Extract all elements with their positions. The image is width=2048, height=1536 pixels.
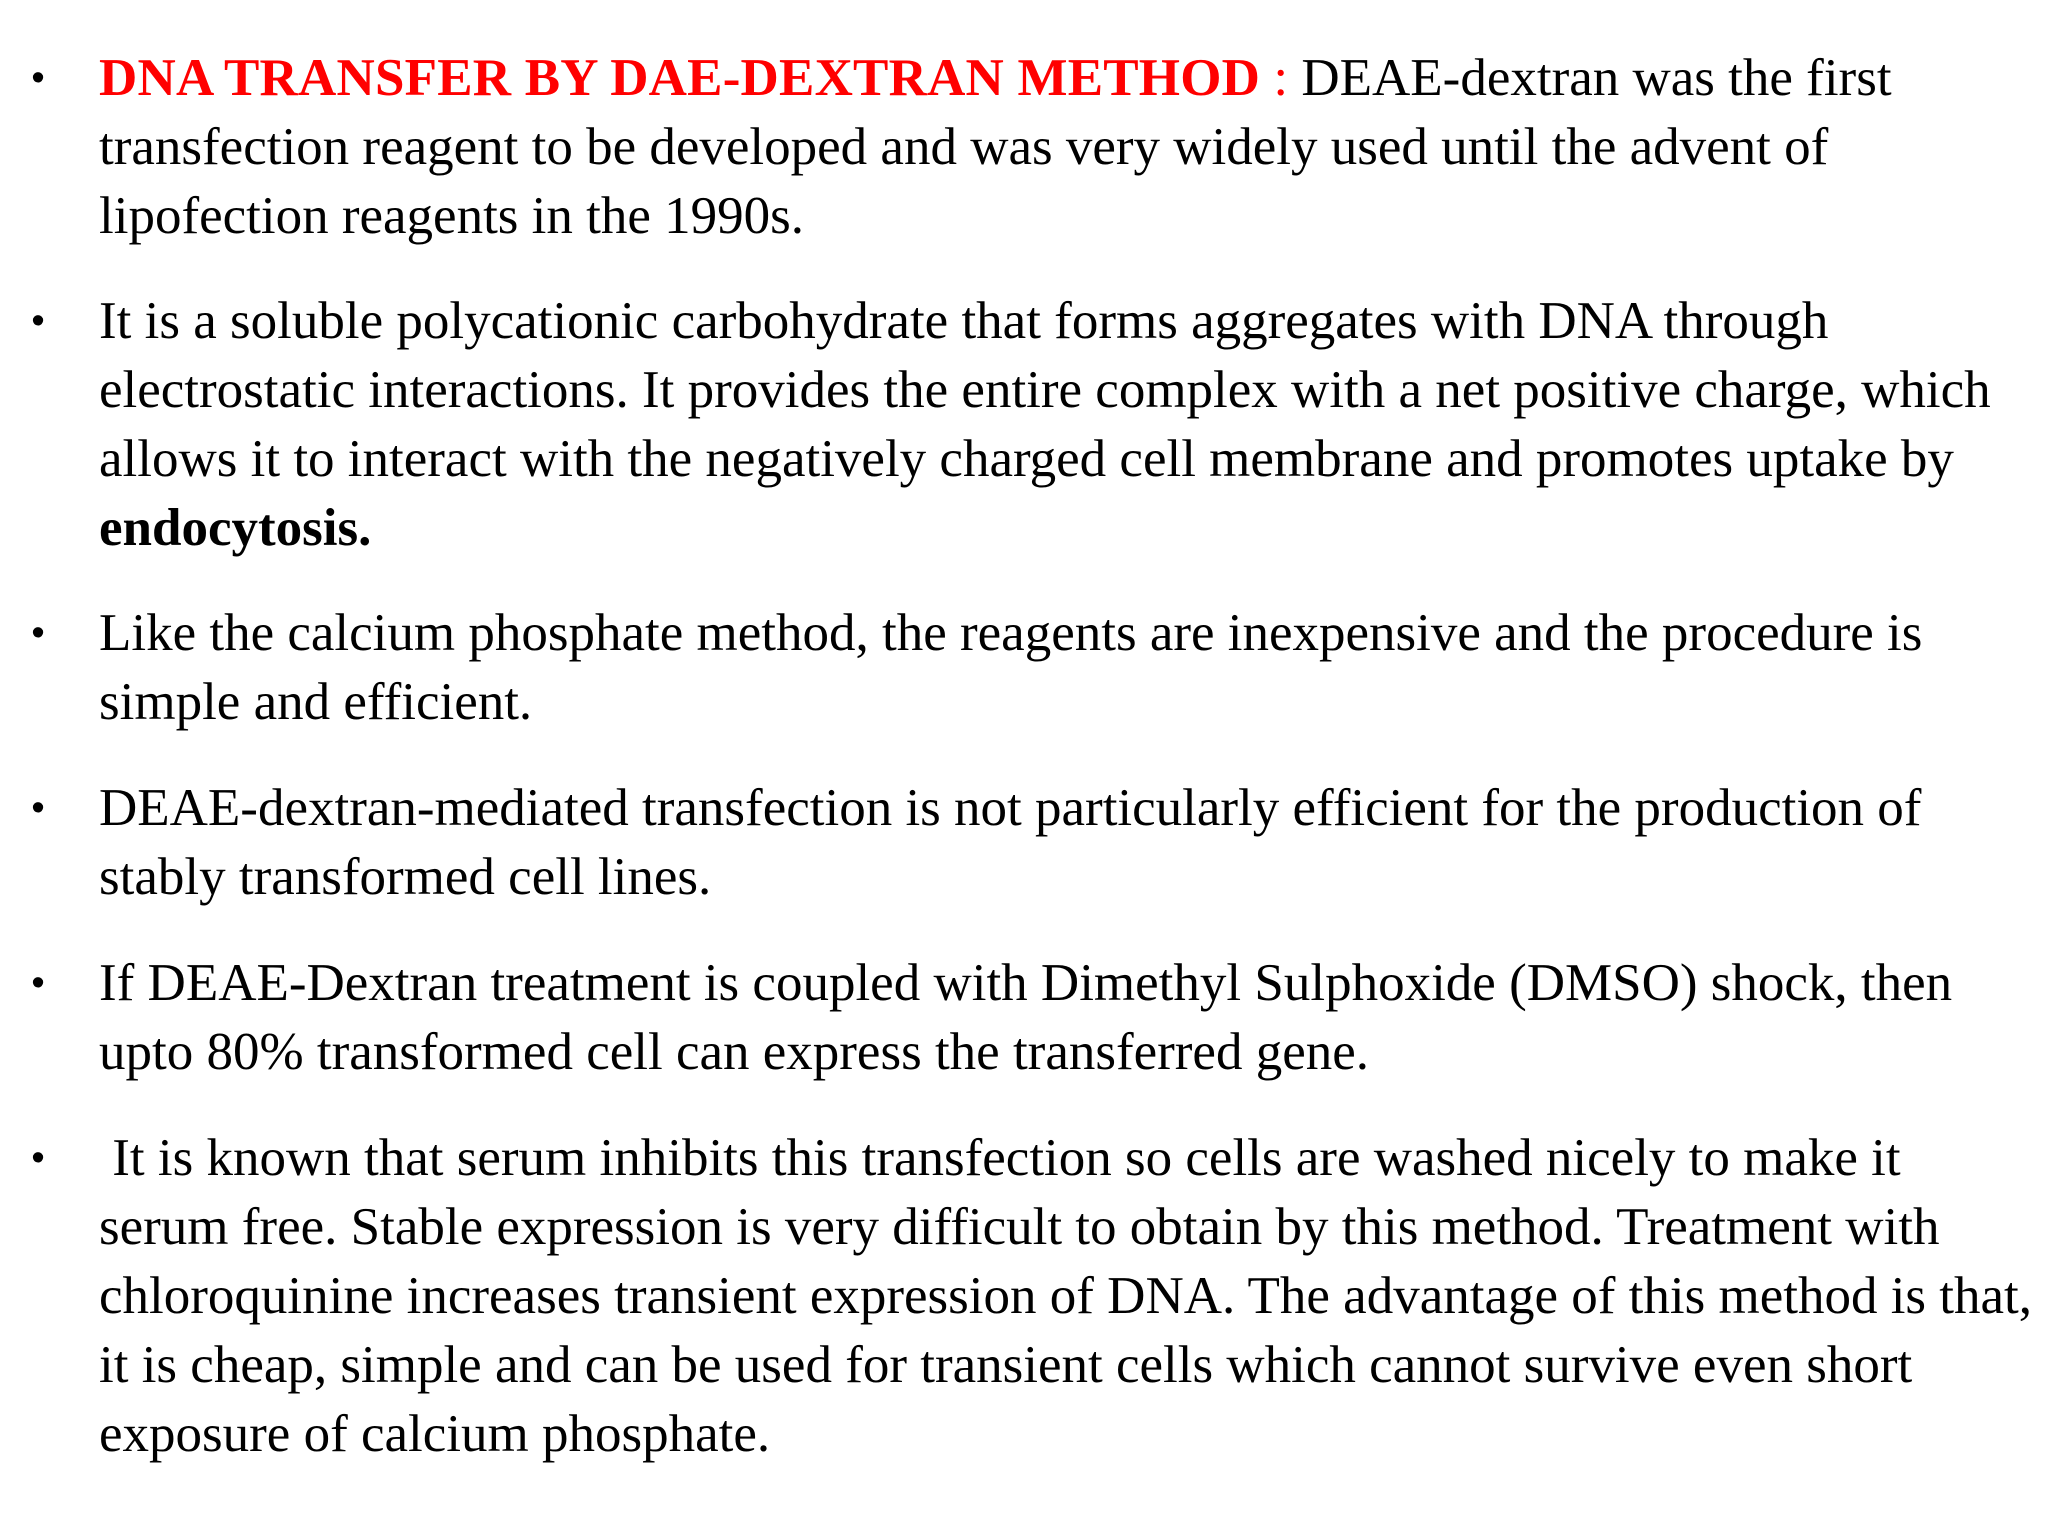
bullet-icon: • (31, 787, 45, 829)
bullet-icon: • (31, 612, 45, 654)
bullet-item-calcium-phosphate (0, 599, 2048, 737)
bullet-item-dna-transfer (0, 44, 2048, 251)
bullet-item-polycationic (0, 287, 2048, 563)
bullet-item-stable-lines (0, 774, 2048, 912)
bullet-text: It is known that serum inhibits this transfection so cells are washed nicely to make it serum free. Stable expression is very difficult to obtain by this method. Treatment with chloroquinine increases transient expression of DNA. The advantage of this method is that, it is cheap, simple and can be used for transient cells which cannot survive even short exposure of calcium phosphate. (99, 1129, 2046, 1463)
section-heading: DNA TRANSFER BY DAE-DEXTRAN METHOD (99, 49, 1261, 107)
bullet-item-serum-inhibition (0, 1124, 2048, 1469)
bullet-list (0, 44, 2048, 1469)
bullet-icon: • (31, 1137, 45, 1179)
bullet-item-dmso-shock (0, 949, 2048, 1087)
bullet-text: If DEAE-Dextran treatment is coupled with Dimethyl Sulphoxide (DMSO) shock, then upto 80% transformed cell can express the transferred gene. (99, 954, 1953, 1081)
bullet-text: DEAE-dextran was the first transfection reagent to be developed and was very widely used until the advent of lipofection reagents in the 1990s. (99, 49, 1892, 245)
bullet-icon: • (31, 962, 45, 1004)
bullet-text: DEAE-dextran-mediated transfection is not particularly efficient for the production of stably transformed cell lines. (99, 779, 1922, 906)
heading-colon: : (1260, 49, 1302, 107)
bullet-icon: • (31, 300, 45, 342)
bold-term-endocytosis: endocytosis. (99, 499, 372, 557)
bullet-text: Like the calcium phosphate method, the reagents are inexpensive and the procedure is simple and efficient. (99, 604, 1923, 731)
bullet-text: It is a soluble polycationic carbohydrate that forms aggregates with DNA through electrostatic interactions. It provides the entire complex with a net positive charge, which allows it to interact with the negatively charged cell membrane and promotes uptake by (99, 292, 1991, 488)
bullet-icon: • (31, 57, 45, 99)
